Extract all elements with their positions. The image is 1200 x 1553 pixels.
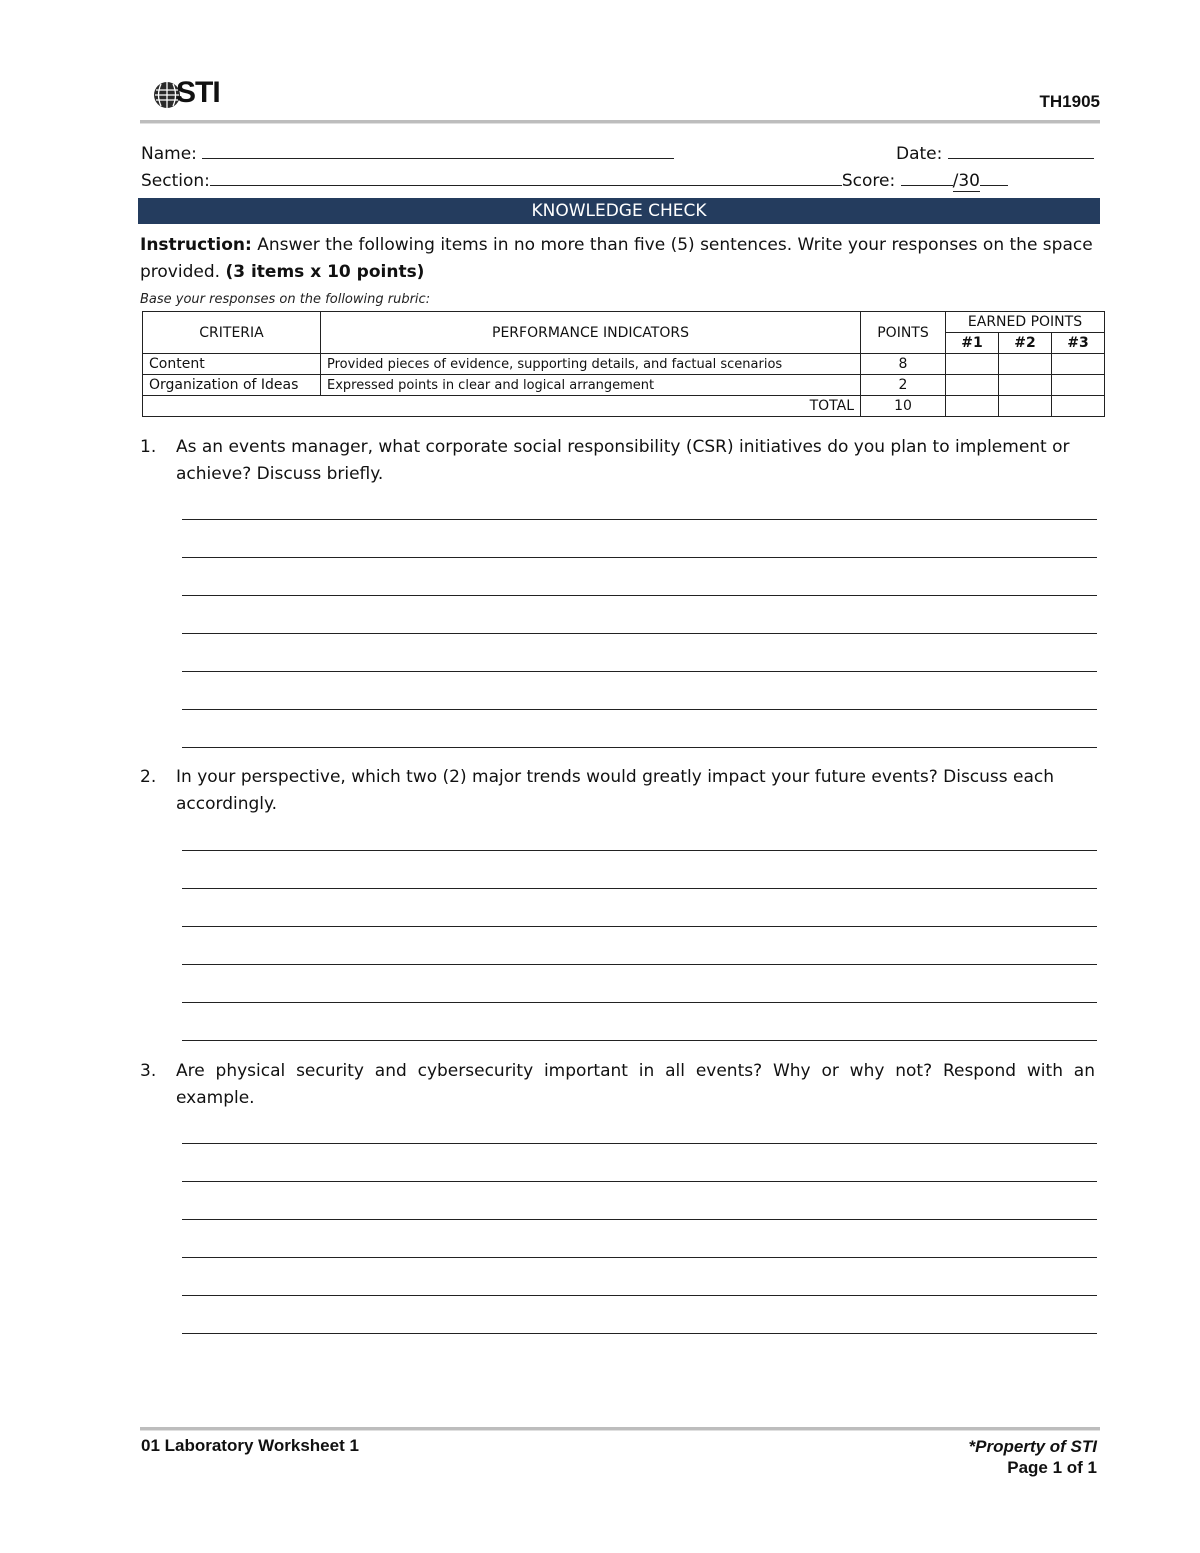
rubric-table xyxy=(142,311,1105,417)
rubric-row xyxy=(143,354,1105,375)
answer-line[interactable] xyxy=(182,1257,1097,1258)
footer-title: 01 Laboratory Worksheet 1 xyxy=(141,1436,359,1455)
question-number: 3. xyxy=(140,1061,157,1081)
answer-line[interactable] xyxy=(182,1295,1097,1296)
answer-line[interactable] xyxy=(182,1219,1097,1220)
criteria-cell: Organization of Ideas xyxy=(143,375,321,396)
earned-cell[interactable] xyxy=(1052,354,1105,375)
instruction-text: Answer the following items in no more than five (5) sentences. Write your responses on the space provided. xyxy=(140,235,1093,282)
earned-total-cell[interactable] xyxy=(1052,396,1105,417)
earned-cell[interactable] xyxy=(999,354,1052,375)
total-label: TOTAL xyxy=(143,396,861,417)
answer-line[interactable] xyxy=(182,1333,1097,1334)
page-number: Page 1 of 1 xyxy=(1007,1458,1097,1477)
question-text: As an events manager, what corporate social responsibility (CSR) initiatives do you plan to implement or achieve? Discuss briefly. xyxy=(176,437,1070,484)
section-label: Section: xyxy=(141,171,210,191)
date-label: Date: xyxy=(896,144,943,164)
points-cell: 8 xyxy=(861,354,946,375)
answer-line[interactable] xyxy=(182,747,1097,748)
score-blank-tail xyxy=(980,171,1008,186)
indicator-cell: Provided pieces of evidence, supporting details, and factual scenarios xyxy=(321,354,861,375)
earned-col-3: #3 xyxy=(1052,333,1105,354)
answer-line[interactable] xyxy=(182,1040,1097,1041)
instruction-points: (3 items x 10 points) xyxy=(225,262,425,282)
score-label: Score: xyxy=(841,171,896,191)
rubric-header-row xyxy=(143,312,1105,333)
logo-text: STI xyxy=(176,76,220,109)
property-notice: *Property of STI xyxy=(968,1437,1097,1456)
footer-rule xyxy=(140,1427,1100,1431)
knowledge-check-banner: KNOWLEDGE CHECK xyxy=(138,198,1100,224)
question-number: 1. xyxy=(140,437,157,457)
answer-line[interactable] xyxy=(182,888,1097,889)
criteria-cell: Content xyxy=(143,354,321,375)
name-blank[interactable] xyxy=(202,144,674,159)
earned-total-cell[interactable] xyxy=(999,396,1052,417)
answer-line[interactable] xyxy=(182,1002,1097,1003)
question-number: 2. xyxy=(140,767,157,787)
earned-col-1: #1 xyxy=(946,333,999,354)
earned-cell[interactable] xyxy=(946,354,999,375)
rubric-note: Base your responses on the following rubric: xyxy=(140,292,431,307)
instruction xyxy=(140,232,1100,286)
answer-line[interactable] xyxy=(182,1181,1097,1182)
rubric-total-row xyxy=(143,396,1105,417)
question-text: In your perspective, which two (2) major trends would greatly impact your future events? Discuss each accordingly. xyxy=(176,767,1055,814)
answer-line[interactable] xyxy=(182,671,1097,672)
indicator-cell: Expressed points in clear and logical arrangement xyxy=(321,375,861,396)
section-blank[interactable] xyxy=(210,171,842,186)
name-label: Name: xyxy=(141,144,197,164)
earned-cell[interactable] xyxy=(1052,375,1105,396)
answer-line[interactable] xyxy=(182,709,1097,710)
rubric-row xyxy=(143,375,1105,396)
answer-line[interactable] xyxy=(182,1143,1097,1144)
answer-line[interactable] xyxy=(182,633,1097,634)
question-3 xyxy=(140,1058,1095,1112)
score-blank[interactable] xyxy=(901,171,953,186)
question-text: Are physical security and cybersecurity important in all events? Why or why not? Respond with an example. xyxy=(176,1061,1095,1108)
points-cell: 2 xyxy=(861,375,946,396)
document-code: TH1905 xyxy=(1039,92,1100,111)
answer-line[interactable] xyxy=(182,850,1097,851)
earned-col-2: #2 xyxy=(999,333,1052,354)
earned-total-cell[interactable] xyxy=(946,396,999,417)
header-rule xyxy=(140,120,1100,124)
answer-line[interactable] xyxy=(182,557,1097,558)
question-1 xyxy=(140,434,1095,488)
answer-line[interactable] xyxy=(182,595,1097,596)
criteria-header: CRITERIA xyxy=(143,312,321,354)
answer-line[interactable] xyxy=(182,926,1097,927)
section-field[interactable] xyxy=(141,171,1008,191)
name-field[interactable] xyxy=(141,144,674,164)
question-2 xyxy=(140,764,1095,818)
answer-line[interactable] xyxy=(182,519,1097,520)
earned-cell[interactable] xyxy=(946,375,999,396)
instruction-label: Instruction: xyxy=(140,235,252,255)
points-header: POINTS xyxy=(861,312,946,354)
date-blank[interactable] xyxy=(948,144,1094,159)
total-points: 10 xyxy=(861,396,946,417)
answer-line[interactable] xyxy=(182,964,1097,965)
footer-right xyxy=(969,1436,1097,1478)
indicators-header: PERFORMANCE INDICATORS xyxy=(321,312,861,354)
date-field[interactable] xyxy=(896,144,1094,164)
sti-logo xyxy=(152,78,232,112)
earned-points-header: EARNED POINTS xyxy=(946,312,1105,333)
earned-cell[interactable] xyxy=(999,375,1052,396)
score-total: /30 xyxy=(952,171,980,191)
